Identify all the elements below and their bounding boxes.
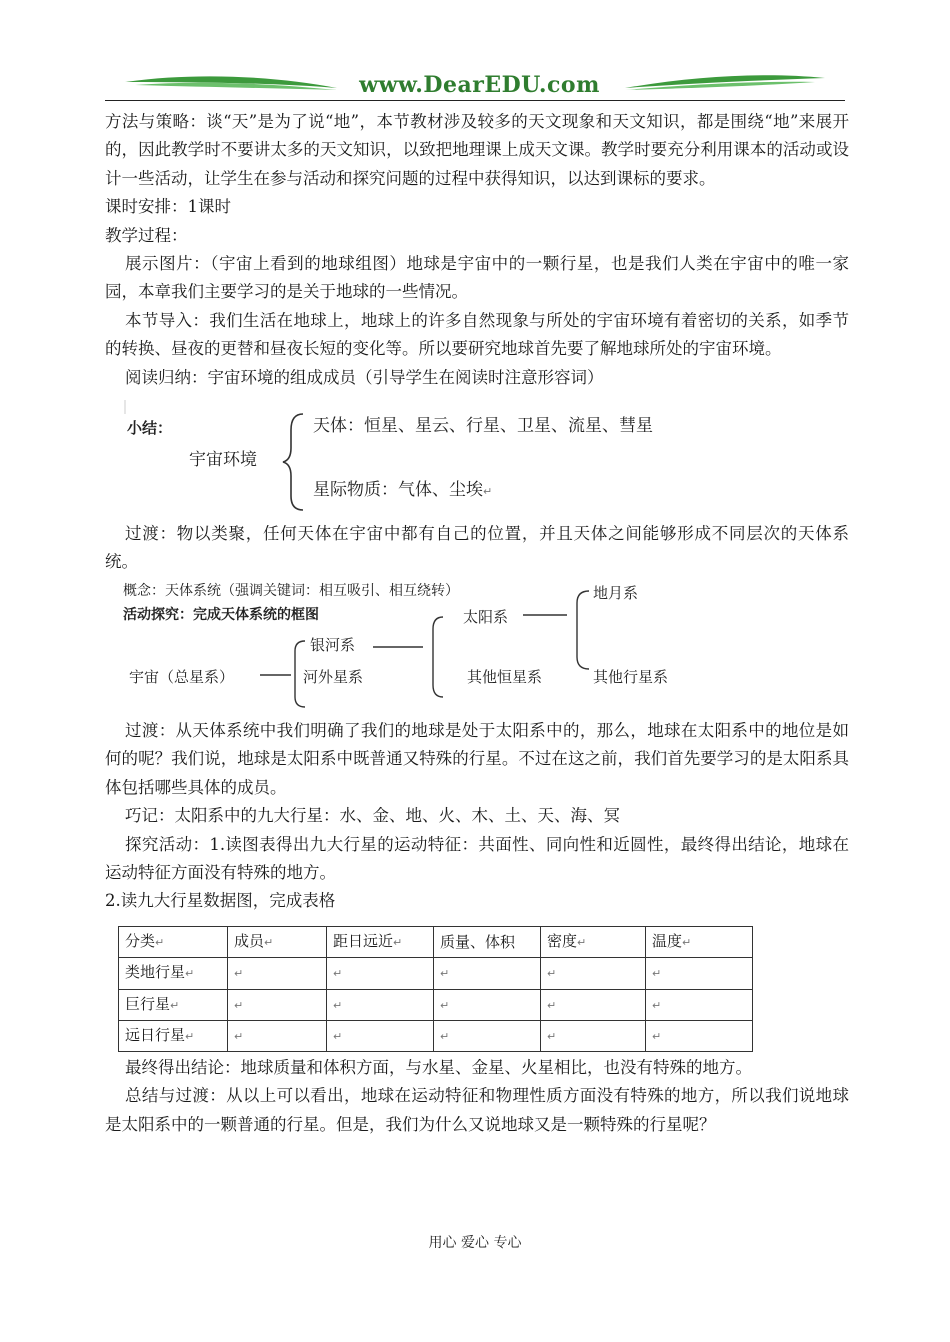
table-row (119, 958, 753, 989)
system-other-stars: 其他恒星系 (467, 667, 543, 686)
system-concept: 概念：天体系统（强调关键词：相互吸引、相互绕转） (123, 582, 459, 599)
table-row (119, 989, 753, 1020)
table-row (119, 1020, 753, 1051)
paragraph-activity-1: 探究活动：1.读图表得出九大行星的运动特征：共面性、同向性和近圆性，最终得出结论，地球在运动特征方面没有特殊的地方。 (105, 834, 849, 882)
document-body (105, 108, 849, 1139)
table-header-cell: 分类↵ (119, 926, 228, 957)
paragraph-reading: 阅读归纳：宇宙环境的组成成员（引导学生在阅读时注意形容词） (125, 367, 604, 387)
table-cell: ↵ (541, 989, 646, 1020)
system-universe: 宇宙（总星系） (129, 667, 235, 686)
paragraph-mnemonic: 巧记：太阳系中的九大行星：水、金、地、火、木、土、天、海、冥 (125, 806, 620, 826)
table-cell: ↵ (228, 989, 327, 1020)
paragraph-show-image: 展示图片：（宇宙上看到的地球组图）地球是宇宙中的一颗行星，也是我们人类在宇宙中的唯一家园，本章我们主要学习的是关于地球的一些情况。 (105, 254, 849, 302)
system-earth-moon: 地月系 (593, 583, 639, 602)
system-extragalactic: 河外星系 (303, 667, 364, 686)
table-header-cell: 质量、体积 (434, 926, 541, 957)
table-cell: ↵ (646, 1020, 753, 1051)
paragraph-activity-2: 2.读九大行星数据图，完成表格 (105, 891, 336, 911)
system-milky-way: 银河系 (310, 635, 356, 654)
summary-label: 小结： (127, 419, 173, 438)
figure-universe-summary (105, 400, 849, 520)
table-cell: ↵ (646, 989, 753, 1020)
paragraph-transition-2: 过渡：从天体系统中我们明确了我们的地球是处于太阳系中的，那么，地球在太阳系中的地位是如何的呢？我们说，地球是太阳系中既普通又特殊的行星。不过在这之前，我们首先要学习的是太阳系具体包括哪些具体的成员。 (105, 720, 849, 797)
table-cell: 远日行星↵ (119, 1020, 228, 1051)
figure-celestial-system (105, 577, 849, 717)
header-rule (105, 100, 845, 101)
table-header-cell: 成员↵ (228, 926, 327, 957)
table-cell: 巨行星↵ (119, 989, 228, 1020)
table-cell: ↵ (541, 958, 646, 989)
page-header (105, 68, 845, 102)
table-cell: ↵ (434, 989, 541, 1020)
paragraph-method: 方法与策略：谈“天”是为了说“地”，本节教材涉及较多的天文现象和天文知识，都是围绕“地”来展开的，因此教学时不要讲太多的天文知识，以致把地理课上成天文课。教学时要充分利用课本的活动或设计一些活动，让学生在参与活动和探究问题的过程中获得知识，以达到课标的要求。 (105, 112, 849, 188)
table-cell: ↵ (327, 958, 434, 989)
table-header-cell: 密度↵ (541, 926, 646, 957)
table-cell: ↵ (541, 1020, 646, 1051)
summary-branch-celestial: 天体：恒星、星云、行星、卫星、流星、彗星 (313, 416, 653, 437)
table-cell: ↵ (327, 989, 434, 1020)
paragraph-summary: 总结与过渡：从以上可以看出，地球在运动特征和物理性质方面没有特殊的地方，所以我们说地球是太阳系中的一颗普通的行星。但是，我们为什么又说地球又是一颗特殊的行星呢？ (105, 1086, 849, 1134)
paragraph-transition-1: 过渡：物以类聚，任何天体在宇宙中都有自己的位置，并且天体之间能够形成不同层次的天体系统。 (105, 524, 849, 572)
table-header-cell: 距日远近↵ (327, 926, 434, 957)
planet-classification-table (118, 926, 753, 1053)
paragraph-conclusion: 最终得出结论：地球质量和体积方面，与水星、金星、火星相比，也没有特殊的地方。 (125, 1057, 752, 1077)
system-activity: 活动探究：完成天体系统的框图 (123, 606, 319, 623)
table-cell: ↵ (434, 958, 541, 989)
table-header-cell: 温度↵ (646, 926, 753, 957)
table-cell: ↵ (228, 1020, 327, 1051)
summary-root: 宇宙环境 (189, 450, 257, 471)
header-url[interactable]: www.DearEDU.com (359, 72, 600, 98)
system-other-planets: 其他行星系 (593, 667, 669, 686)
page-footer: 用心 爱心 专心 (428, 1235, 522, 1251)
table-cell: ↵ (327, 1020, 434, 1051)
paragraph-schedule: 课时安排：1课时 (105, 197, 231, 217)
summary-branch-interstellar: 星际物质：气体、尘埃↵ (313, 480, 493, 501)
figure-planet-table (105, 916, 849, 1054)
paragraph-mark-icon: ↵ (483, 485, 493, 499)
table-cell: ↵ (228, 958, 327, 989)
table-header-row (119, 926, 753, 957)
paragraph-process: 教学过程： (105, 225, 188, 245)
table-cell: 类地行星↵ (119, 958, 228, 989)
paragraph-intro: 本节导入：我们生活在地球上，地球上的许多自然现象与所处的宇宙环境有着密切的关系，如季节的转换、昼夜的更替和昼夜长短的变化等。所以要研究地球首先要了解地球所处的宇宙环境。 (105, 310, 849, 359)
table-cell: ↵ (646, 958, 753, 989)
table-cell: ↵ (434, 1020, 541, 1051)
system-solar: 太阳系 (463, 607, 509, 626)
